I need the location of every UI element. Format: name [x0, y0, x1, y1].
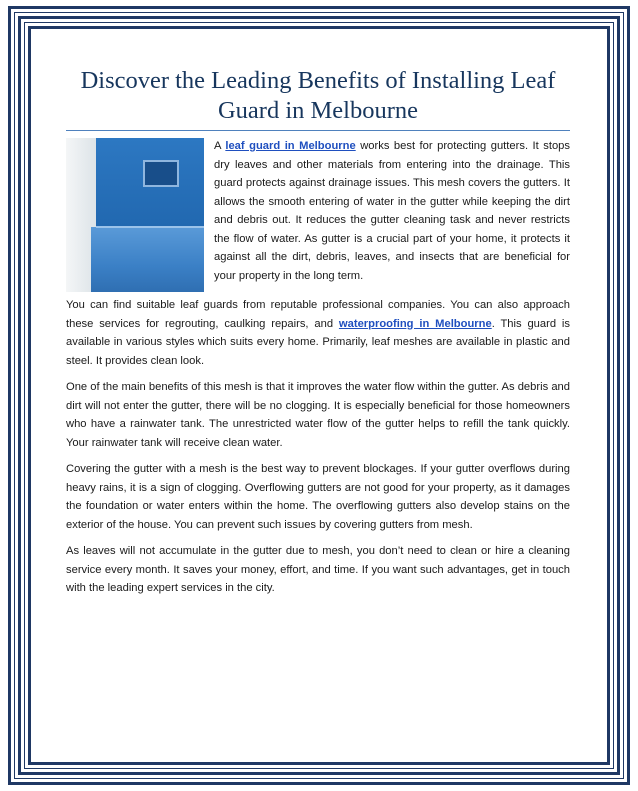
- paragraph-2-text-before: You can find suitable leaf guards from reputable professional companies. You can also approach these services for regrouting, caulking repairs, and: [66, 299, 570, 330]
- document-body: [66, 66, 570, 606]
- page-title: Discover the Leading Benefits of Installing Leaf Guard in Melbourne: [80, 67, 556, 124]
- title-divider: [66, 130, 570, 131]
- waterproofing-melbourne-link[interactable]: waterproofing in Melbourne: [338, 317, 492, 330]
- paragraph-2-text-after: . This guard is available in various styles which suits every home. Primarily, leaf meshes are available in plastic and steel. It provides clean look.: [66, 317, 571, 367]
- paragraph-2: [66, 296, 570, 370]
- paragraph-1-text-before: A: [214, 140, 226, 152]
- paragraph-1-text-after: works best for protecting gutters. It stops dry leaves and other materials from entering into the drainage. This guard protects against drainage issues. This mesh covers the gutters. It allows the smooth entering of water in the gutter while keeping the dirt and debris out. It reduces the gutter cleaning task and never restricts the flow of water. As gutter is a crucial part of your home, it protects it against all the dirt, debris, leaves, and insects that are beneficial for your property in the long term.: [214, 140, 570, 282]
- paragraph-4: Covering the gutter with a mesh is the best way to prevent blockages. If your gutter overflows during heavy rains, it is a sign of clogging. Overflowing gutters are not good for your property, as it damages the foundation or water enters within the home. The overflowing gutters also develop stains on the exterior of the house. You can prevent such issues by covering gutters from mesh.: [66, 463, 570, 531]
- blue-tiled-shower-photo: [66, 138, 204, 292]
- paragraph-1: [66, 137, 570, 285]
- paragraph-5: As leaves will not accumulate in the gutter due to mesh, you don’t need to clean or hire a cleaning service every month. It saves your money, effort, and time. If you want such advantages, get in touch with the leading expert services in the city.: [66, 545, 570, 594]
- leaf-guard-melbourne-link[interactable]: leaf guard in Melbourne: [225, 140, 356, 152]
- paragraph-3: One of the main benefits of this mesh is that it improves the water flow within the gutter. As debris and dirt will not enter the gutter, there will be no clogging. It is especially beneficial for those homeowners who have a rainwater tank. The unrestricted water flow of the gutter helps to refill the tank quickly. Your rainwater tank will receive clean water.: [66, 381, 570, 449]
